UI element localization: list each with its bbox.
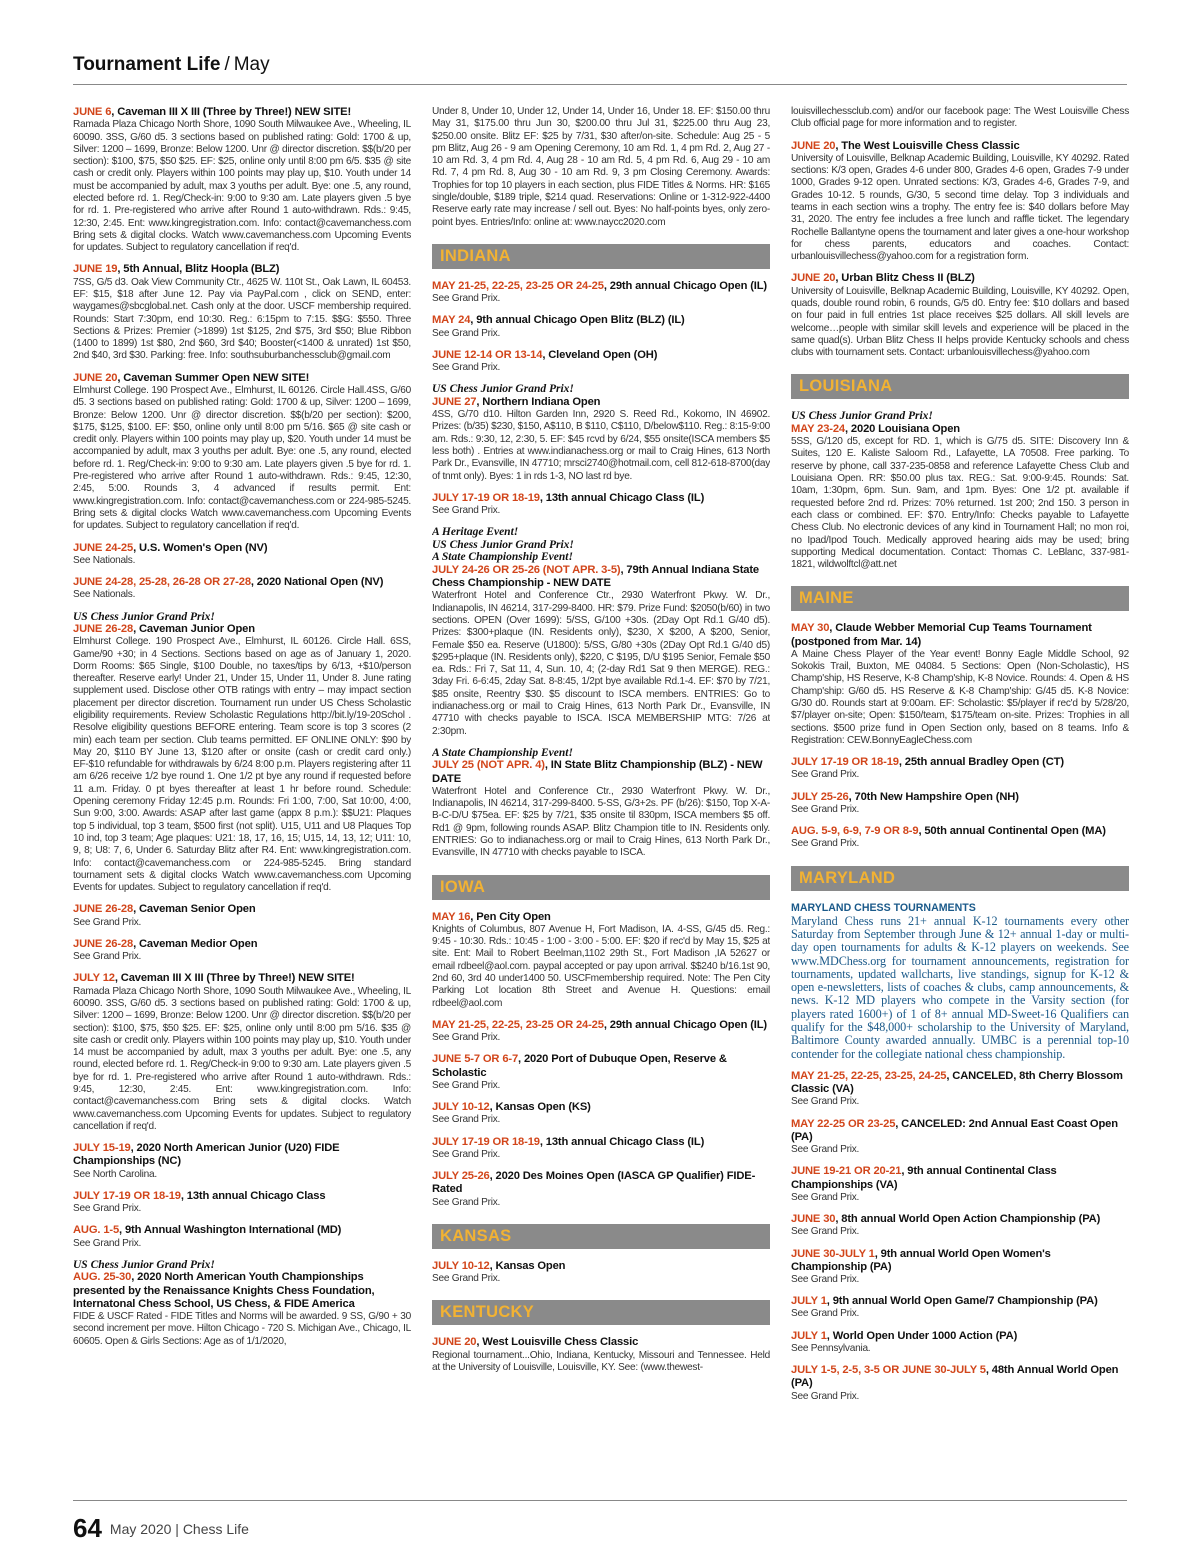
event-details: See Grand Prix. [432, 1032, 501, 1044]
event-heading [432, 314, 770, 327]
event-listing [791, 1165, 1129, 1204]
event-listing [73, 106, 411, 254]
event-listing [73, 1190, 411, 1216]
event-title: , U.S. Women's Open (NV) [133, 541, 268, 554]
event-heading [73, 1190, 411, 1203]
event-title: , 70th New Hampshire Open (NH) [848, 790, 1019, 803]
event-heading [791, 1295, 1129, 1308]
event-title: , World Open Under 1000 Action (PA) [826, 1329, 1018, 1342]
event-listing [432, 106, 770, 229]
event-heading [432, 1336, 770, 1349]
event-date: AUG. 1-5 [73, 1224, 120, 1237]
event-details: See Grand Prix. [432, 1148, 501, 1160]
event-date: JUNE 24-25 [73, 541, 134, 554]
event-heading [791, 622, 1129, 648]
event-title: , 79th Annual Indiana State Chess Championship - NEW DATE [432, 563, 759, 590]
event-heading [73, 623, 411, 636]
event-title: , 9th annual World Open Game/7 Championship (PA) [826, 1295, 1098, 1308]
event-tagline: A State Championship Event! [432, 746, 573, 759]
event-details: See Grand Prix. [791, 769, 860, 781]
event-listing [432, 349, 770, 375]
event-listing [73, 263, 411, 362]
header-rule [73, 84, 1127, 85]
event-details: See Grand Prix. [432, 1079, 501, 1091]
event-details: See Grand Prix. [791, 838, 860, 850]
event-heading [791, 791, 1129, 804]
event-details: See Grand Prix. [432, 1114, 501, 1126]
event-tagline: US Chess Junior Grand Prix! [73, 1258, 215, 1271]
event-details: See Grand Prix. [432, 327, 501, 339]
event-date: JULY 17-19 OR 18-19 [432, 491, 540, 504]
event-title: , 13th annual Chicago Class [180, 1189, 326, 1202]
event-title: , 2020 Des Moines Open (IASCA GP Qualifier) FIDE-Rated [432, 1170, 756, 1196]
event-date: JUNE 26-28 [73, 623, 134, 636]
event-listing [791, 140, 1129, 264]
event-listing [432, 747, 770, 860]
event-title: , Caveman Summer Open NEW SITE! [117, 371, 310, 384]
event-date: MAY 24 [432, 314, 471, 327]
event-details: See Pennsylvania. [791, 1342, 871, 1354]
event-title: , Kansas Open (KS) [489, 1101, 591, 1114]
event-heading [432, 1019, 770, 1032]
state-heading: KANSAS [432, 1224, 770, 1249]
event-heading [73, 106, 411, 119]
event-listing [791, 1070, 1129, 1109]
event-heading [432, 911, 770, 924]
event-tagline: US Chess Junior Grand Prix! [432, 383, 574, 396]
state-heading: INDIANA [432, 244, 770, 269]
event-heading [791, 1118, 1129, 1144]
event-title: , 8th annual World Open Action Championship (PA) [835, 1213, 1101, 1226]
event-details: 5SS, G/120 d5, except for RD. 1, which is G/75 d5. SITE: Discovery Inn & Suites, 120 E. Kaliste Saloom Rd., Lafayette, LA 70508. Free parking. To reserve by phone, call 337-235-0858 and reference Lafayette Chess Club and Louisiana Open. RR: $50.00 plus tax. REG.: Sat. 9:00-9:45. Rounds: Sat. 10am, 1:30pm, 6pm. Sun. 9am, and 1pm. Byes: One 1/2 pt. available if requested before 2nd rd. Prizes: 70% returned. 1st 200; 2nd 150. 3 person in each class or combined. EF: $70. Entry/Info: Checks payable to Lafayette Chess Club. No electronic devices of any kind in Tournament Hall; no mon roi, no Ipad/Ipod Touch. Medically approved hearing aids may be used; bring supporting Medical documentation. Contact: Thomas C. LeBlanc, 337-981-1821, wildwolftcl@att.net [791, 436, 1129, 571]
event-date: JULY 10-12 [432, 1259, 490, 1272]
event-title: , 2020 North American Youth Championships presented by the Renaissance Knights Chess Foundation, Internatonal Chess School, US Chess, & FIDE America [73, 1271, 375, 1310]
event-heading [432, 564, 770, 590]
event-title: , 29th annual Chicago Open (IL) [603, 1018, 768, 1031]
event-title: , 9th annual Continental Class Championships (VA) [791, 1165, 1057, 1191]
event-heading [432, 349, 770, 362]
event-date: MAY 21-25, 22-25, 23-25 OR 24-25 [432, 279, 604, 292]
event-title: , Claude Webber Memorial Cup Teams Tournament (postponed from Mar. 14) [791, 622, 1092, 648]
event-date: AUG. 25-30 [73, 1271, 132, 1284]
event-title: , Caveman Junior Open [133, 623, 255, 636]
event-tagline: A Heritage Event! US Chess Junior Grand Prix! A State Championship Event! [432, 526, 574, 564]
event-listing [73, 542, 411, 568]
event-date: MAY 22-25 OR 23-25 [791, 1117, 896, 1130]
event-details: See Grand Prix. [791, 1144, 860, 1156]
event-listing [432, 1053, 770, 1092]
event-date: JULY 17-19 OR 18-19 [791, 756, 899, 769]
event-date: JUNE 24-28, 25-28, 26-28 OR 27-28 [73, 576, 251, 589]
event-title: , 13th annual Chicago Class (IL) [539, 491, 705, 504]
running-header [73, 54, 270, 76]
event-listing [791, 410, 1129, 571]
event-title: , IN State Blitz Championship (BLZ) - NEW DATE [432, 759, 763, 785]
event-listing [791, 1330, 1129, 1356]
section-title: Tournament Life [73, 54, 221, 75]
event-title: , CANCELED, 8th Cherry Blossom Classic (VA) [791, 1069, 1123, 1096]
event-details: louisvillechessclub.com) and/or our facebook page: The West Louisville Chess Club official page for more information and to register. [791, 106, 1129, 130]
event-listing [73, 938, 411, 964]
event-listing [73, 1142, 411, 1181]
event-heading [73, 576, 411, 589]
page-footer [73, 1513, 249, 1544]
event-heading [432, 396, 770, 409]
event-details: See Grand Prix. [73, 951, 142, 963]
event-heading [791, 1213, 1129, 1226]
event-heading [432, 280, 770, 293]
event-listing [791, 825, 1129, 851]
event-date: JULY 17-19 OR 18-19 [73, 1189, 181, 1202]
event-heading [73, 542, 411, 555]
event-heading [432, 1136, 770, 1149]
event-heading [791, 1070, 1129, 1096]
event-listing [432, 1170, 770, 1209]
event-date: JUNE 20 [791, 139, 836, 152]
event-date: JUNE 30-JULY 1 [791, 1247, 875, 1260]
event-heading [73, 972, 411, 985]
event-details: Ramada Plaza Chicago North Shore, 1090 South Milwaukee Ave., Wheeling, IL 60090. 3SS, G/60 d5. 3 sections based on published rating: Gold: 1700 & up, Silver: 1200 – 1699, Bronze: Below 1200. Unr @ director discretion. $$(b/20 per section): $100, $75, $50 $25. EF: $25, online only until 8:00 pm 5/16. $35 @ site cash or credit only. Players within 100 points may play up, $10. Youth under 14 must be accompanied by adult, max 3 youths per adult. Bye: one .5, any round, elected before rd. 1. Reg/Check-in 9:00 to 9:30 am. Late players given .5 bye for rd. 1. Pre-registered who arrive after Round 1 auto-withdrawn. Rds.: 9:45, 12:30, 2:45. Ent: www.kingregistration.com. Info: contact@cavemanchess.com Bring sets & digital clocks. Watch www.cavemanchess.com Upcoming Events for updates. Subject to regulatory cancellation if req'd. [73, 985, 411, 1132]
event-listing [73, 576, 411, 602]
event-details: Waterfront Hotel and Conference Ctr., 2930 Waterfront Pkwy. W. Dr., Indianapolis, IN 46214, 317-299-8400. HR: $79. Prize Fund: $2050(b/60) in two sections. OPEN (Over 1699): 5/SS, G/100 +30s. (2Day Opt Rd.1 G/40 d5). Prizes: $300+plaque (IN. Residents only), $230, X $200, A $200, Senior, Female $50 ea. Reserve (U1800): 5/SS, G/80 +30s (2Day Opt Rd.1 G/40 d5) $295+plaque (IN. Residents only), $220, C $195, D/U $195 Senior, Female $50 ea. Rds.: Fri 7, Sat 11, 4, Sun. 10, 4; (2-day Rd1 Sat 9 then MERGE). REG.: 3day Fri. 6-6:45, 2day Sat. 8-8:45, 1/2pt bye available Rd.1-4. EF: $70 by 7/21, $85 onsite, Reentry $30. $5 discount to ISCA members. ENTRIES: Go to indianachess.org or mail to Craig Hines, 613 North Park Dr., Evansville, IN 47710 with checks payable to ISCA. ISCA MEMBERSHIP MTG: 7/26 at 2:30pm. [432, 590, 770, 737]
event-date: JULY 17-19 OR 18-19 [432, 1135, 540, 1148]
event-date: JUNE 12-14 OR 13-14 [432, 348, 543, 361]
event-heading [791, 1165, 1129, 1191]
event-title: , 2020 Port of Dubuque Open, Reserve & Scholastic [432, 1053, 727, 1079]
issue-label: May 2020 | Chess Life [109, 1520, 249, 1537]
state-heading: MARYLAND [791, 866, 1129, 891]
event-details: See Grand Prix. [432, 1273, 501, 1284]
event-details: 4SS, G/70 d10. Hilton Garden Inn, 2920 S. Reed Rd., Kokomo, IN 46902. Prizes: (b/35) $230, $150, A$110, B $110, C$110, D/below$110. Reg.: 8:15-9:00 am. Rds.: 9:30, 12, 2:30, 5. EF: $45 rcvd by 6/24, $55 onsite(ISCA members $5 less both) . Entries at www.indianachess.org or mail to Craig Hines, 613 North Park Dr., Evansville, IN 47710; mrsci2740@hotmail.com, cell 812-618-8700(day of tnmt only). Byes: 1 in rds 1-3, NO last rd bye. [432, 409, 770, 482]
event-title: , 29th annual Chicago Open (IL) [603, 279, 768, 292]
event-title: , Pen City Open [470, 910, 551, 923]
event-date: JULY 24-26 OR 25-26 (NOT APR. 3-5) [432, 563, 621, 576]
event-details: See Nationals. [73, 554, 136, 566]
feature-title: MARYLAND CHESS TOURNAMENTS [791, 901, 976, 914]
event-date: JUNE 19-21 OR 20-21 [791, 1165, 902, 1178]
event-details: A Maine Chess Player of the Year event! Bonny Eagle Middle School, 92 Sokokis Trail, Buxton, ME 04084. 5 Sections: Open (Non-Scholastic), HS Champ'ship, HS Reserve, K-8 Champ'ship, K-8 Novice. Rounds: 4. Open & HS Champ'ship: G/60 d5. HS Reserve & K-8 Champ'ship: G/45 d5. K-8 Novice: G/30 d0. Rounds start at 9:00am. EF: Scholastic: $5/player if rec'd by 5/28/20, $7/player on-site; Open: $150/team, $175/team on-site. Prizes: Trophies in all sections. $500 prize fund in Open Section only, based on 8 teams. Info & Registration: CEW.BonnyEagleChess.com [791, 648, 1129, 746]
event-date: JUNE 30 [791, 1213, 836, 1226]
event-title: , Caveman Medior Open [133, 937, 258, 950]
event-date: MAY 16 [432, 910, 471, 923]
column-1 [73, 106, 411, 1498]
page-number: 64 [73, 1513, 102, 1543]
event-listing [791, 1213, 1129, 1239]
event-listing [791, 1364, 1129, 1403]
event-title: , Kansas Open [489, 1259, 566, 1272]
event-details: See Grand Prix. [791, 1273, 860, 1285]
event-date: JULY 1-5, 2-5, 3-5 OR JUNE 30-JULY 5 [791, 1364, 986, 1377]
event-heading [73, 1142, 411, 1168]
event-listing [791, 622, 1129, 747]
event-details: University of Louisville, Belknap Academic Building, Louisville, KY 40292. Open, quads, double round robin, 6 rounds, G/5 d0. Entry fee: $10 dollars and based on four paid in full entries 1st place receives $25 dollars. All skill levels are welcome…people with similar skill levels and experience will be placed in the same quad(s). Urban Blitz Chess II helps provide Kentucky schools and chess clubs with tournament sets. Contact: urbanlouisvillechess@yahoo.com [791, 285, 1129, 359]
event-details: See Grand Prix. [73, 1237, 142, 1249]
event-heading [432, 1053, 770, 1079]
event-details: Elmhurst College. 190 Prospect Ave., Elmhurst, IL 60126. Circle Hall. 6SS, Game/90 +30; in 4 Sections. Sections based on age as of January 1, 2020. Dorm Rooms: $65 Single, $100 Double, no taxes/tips by 6/13, +$10/person thereafter. Reserve early! Under 21, Under 15, Under 11, Under 8. June rating supplement used. Disclose other OTB ratings with entry – may impact section placement per director discretion. Tournament run under US Chess Scholastic eligibility requirements. Review Scholastic Regulations http://bit.ly/19-20Schol . Resolve eligibility questions BEFORE entering. Team score is top 3 scores (2 min) each team per section. Club teams permitted. EF ONLINE ONLY: $90 by May 20, $110 BY June 13, $120 after or onsite (cash or credit card only.) EF-$10 refundable for withdrawals by 6/24 8:00 p.m. Players registering after 11 am 6/26 receive 1/2 bye round 1. One 1/2 pt bye any round if requested before 11 a.m. Friday. 0 pt byes thereafter at least 1 hr before round. Schedule: Opening ceremony Friday 12:45 p.m. Rounds: Fri 1:00, 7:00, Sat 10:00, 4:00, Sun 9:00, 3:00. Awards: ASAP after last game (appx 8 p.m.): $$U21: Plaques top 5 individual, top 3 team, $500 first (not split). U15, U11 and U8 Plaques Top 10 ind, top 3 team; Age plaques: U21: 18, 17, 16, 15; U15, 14, 13, 12; U11: 10, 9, 8; U8: 7, 6, Under 6. Saturday Blitz after R4. Ent: www.kingregistration.com. Info: contact@cavemanchess.com or 224-985-5245. Bring standard tournament sets & digital clocks Watch www.cavemanchess.com Upcoming Events for updates. Subject to regulatory cancellation if req'd. [73, 636, 411, 894]
event-listing [432, 1260, 770, 1286]
event-details: See Grand Prix. [791, 1308, 860, 1320]
event-listing [73, 372, 411, 533]
event-date: JUNE 20 [791, 272, 836, 285]
event-listing [791, 106, 1129, 131]
event-listing [432, 314, 770, 340]
event-listing [791, 1295, 1129, 1321]
event-listing [432, 526, 770, 737]
event-details: Regional tournament...Ohio, Indiana, Kentucky, Missouri and Tennessee. Held at the University of Louisville, Louisville, KY. See: (www.thewest- [432, 1349, 770, 1373]
event-heading [791, 1248, 1129, 1274]
event-title: , 5th Annual, Blitz Hoopla (BLZ) [117, 263, 280, 276]
event-heading [791, 272, 1129, 285]
event-details: See Grand Prix. [791, 1226, 860, 1238]
event-listing [791, 1118, 1129, 1157]
event-details: See Grand Prix. [432, 505, 501, 517]
event-listing [432, 280, 770, 306]
state-heading: KENTUCKY [432, 1300, 770, 1325]
event-listing [432, 1136, 770, 1162]
event-tagline: US Chess Junior Grand Prix! [73, 610, 215, 623]
header-month: May [233, 54, 270, 75]
event-date: JUNE 20 [432, 1336, 477, 1349]
event-tagline: US Chess Junior Grand Prix! [791, 410, 933, 423]
event-listing [791, 756, 1129, 782]
event-details: See Grand Prix. [791, 1390, 860, 1402]
event-listing [432, 492, 770, 518]
event-date: JUNE 5-7 OR 6-7 [432, 1053, 519, 1066]
event-title: , 9th annual Chicago Open Blitz (BLZ) (IL) [470, 314, 685, 327]
footer-rule [73, 1500, 1127, 1501]
event-listing [73, 611, 411, 895]
event-listing [432, 1336, 770, 1374]
event-heading [73, 1271, 411, 1311]
event-title: , Caveman III X III (Three by Three!) NEW SITE! [114, 972, 355, 985]
event-date: MAY 30 [791, 622, 830, 635]
state-heading: LOUISIANA [791, 374, 1129, 399]
event-date: JUNE 27 [432, 395, 477, 408]
event-date: JULY 10-12 [432, 1101, 490, 1114]
event-date: JULY 25 (NOT APR. 4) [432, 759, 545, 772]
event-heading [73, 1224, 411, 1237]
event-title: , West Louisville Chess Classic [476, 1336, 639, 1349]
event-heading [432, 759, 770, 785]
event-heading [73, 938, 411, 951]
event-date: MAY 21-25, 22-25, 23-25, 24-25 [791, 1069, 947, 1082]
column-2 [432, 106, 770, 1498]
event-details: See Grand Prix. [791, 1096, 860, 1108]
event-title: , CANCELED: 2nd Annual East Coast Open (PA) [791, 1117, 1118, 1143]
event-date: JULY 1 [791, 1329, 827, 1342]
event-title: , 2020 National Open (NV) [250, 576, 384, 589]
event-heading [791, 825, 1129, 838]
event-details: See Grand Prix. [73, 916, 142, 928]
event-title: , Caveman III X III (Three by Three!) NEW SITE! [111, 106, 352, 118]
event-listing [791, 902, 1129, 1061]
event-listing [791, 791, 1129, 817]
event-details: Under 8, Under 10, Under 12, Under 14, Under 16, Under 18. EF: $150.00 thru May 31, $175.00 thru Jun 30, $200.00 thru Jul 31, $225.00 thru Aug 23, $250.00 onsite. Blitz EF: $25 by 7/31, $30 after/on-site. Schedule: Aug 25 - 5 pm Blitz, Aug 26 - 9 am Opening Ceremony, 10 am Rd. 1, 4 pm Rd. 2, Aug 27 - 10 am Rd. 3, 4 pm Rd. 4, Aug 28 - 10 am Rd. 5, 4 pm Rd. 6, Aug 29 - 10 am Rd. 7, 4 pm Rd. 8, Aug 30 - 10 am Rd. 9, 3 pm Closing Ceremony. Awards: Trophies for top 10 players in each section, plus FIDE Titles & Norms. HR: $165 single/double, $189 triple, $214 quad. Reservations: Online or 1-312-922-4400 Reserve early rate may increase / sell out. Byes: No half-points byes, only zero-point byes. Entries/Info: online at: www.naycc2020.com [432, 106, 770, 228]
event-details: Ramada Plaza Chicago North Shore, 1090 South Milwaukee Ave., Wheeling, IL 60090. 3SS, G/60 d5. 3 sections based on published rating: Gold: 1700 & up, Silver: 1200 – 1699, Bronze: Below 1200. Unr @ director discretion. $$(b/20 per section): $100, $75, $50 $25. EF: $25, online only until 8:00 pm 6/5. $35 @ site cash or credit only. Players within 100 points may play up, $10. Youth under 14 must be accompanied by adult, max 3 youths per adult. Bye: one .5, any round, elected before rd. 1. Reg/Check-in: 9:00 to 9:30 am. Late players given .5 bye for rd. 1. Pre-registered who arrive after Round 1 auto-withdrawn. Rds.: 9:45, 12:30, 2:45. Ent: www.kingregistration.com. Info: contact@cavemanchess.com Bring sets & digital clocks. Watch www.cavemanchess.com Upcoming Events for updates. Subject to regulatory cancellation if req'd. [73, 119, 411, 254]
event-details: FIDE & USCF Rated - FIDE Titles and Norms will be awarded. 9 SS, G/90 + 30 second increment per move. Hilton Chicago - 720 S. Michigan Ave., Chicago, IL 60605. Open & Girls Sections: Age as of 1/1/2020, [73, 1311, 411, 1347]
event-title: , 13th annual Chicago Class (IL) [539, 1135, 705, 1148]
event-date: JULY 1 [791, 1295, 827, 1308]
event-title: , Northern Indiana Open [476, 395, 601, 408]
event-listing [73, 972, 411, 1133]
event-heading [791, 1330, 1129, 1343]
event-heading [432, 1260, 770, 1273]
event-date: AUG. 5-9, 6-9, 7-9 OR 8-9 [791, 825, 919, 838]
event-date: JULY 25-26 [432, 1170, 490, 1183]
header-slash: / [224, 54, 230, 75]
event-details: See Grand Prix. [791, 1191, 860, 1203]
event-heading [73, 903, 411, 916]
event-details: See Grand Prix. [791, 803, 860, 815]
event-title: , 9th Annual Washington International (MD) [119, 1224, 342, 1237]
event-listing [73, 903, 411, 929]
event-date: JUNE 20 [73, 371, 118, 384]
event-title: , 9th annual World Open Women's Championship (PA) [791, 1247, 1051, 1273]
event-heading [432, 1101, 770, 1114]
event-details: Elmhurst College. 190 Prospect Ave., Elmhurst, IL 60126. Circle Hall.4SS, G/60 d5. 3 sections based on published rating: Gold: 1700 & up, Silver: 1200 – 1699, Bronze: Below 1200. Unr @ director discretion. $$(b/20 per section): $200, $175, $125, $100. EF: $50, online only until 8:00 pm 5/16. $65 @ site cash or credit only. Players within 100 points may play up, $20. Youth under 14 must be accompanied by adult, max 3 youths per adult. Bye: one .5, any round, elected before rd. 1. Reg/Check-in: 9:00 to 9:30 am. Late players given .5 bye for rd. 1. Pre-registered who arrive after Round 1 auto-withdrawn. Rds.: 9:45, 12:30, 2:45, 5:00. Rounds 3, 4 advanced if results permit. Ent: www.kingregistration.com. Info: contact@cavemanchess.com or 224-985-5245. Bring sets & digital clocks Watch www.cavemanchess.com Upcoming Events for updates. Subject to regulatory cancellation if req'd. [73, 384, 411, 532]
event-details: See Grand Prix. [432, 293, 501, 305]
event-date: JUNE 19 [73, 263, 118, 276]
state-heading: IOWA [432, 875, 770, 900]
event-details: Knights of Columbus, 807 Avenue H, Fort Madison, IA. 4-SS, G/45 d5. Reg.: 9:45 - 10:30. Rds.: 10:45 - 1:00 - 3:00 - 5:00. EF: $20 if rec'd by May 15, $25 at site. Ent: Mail to Robert Beelman,1102 29th St., Fort Madison ,IA 52627 or email rdbeel@aol.com. paypal accepted or pay upon arrival. $$240 b/16.1st 90, 2nd 60, 3rd 40 under1400 50. USCFmembership required. Note: The Pen City Parking Lot location 8th Street and Avenue H. Questions: email rdbeel@aol.com [432, 923, 770, 1009]
column-3 [791, 106, 1129, 1498]
event-date: MAY 21-25, 22-25, 23-25 OR 24-25 [432, 1018, 604, 1031]
event-title: , 25th annual Bradley Open (CT) [898, 756, 1064, 769]
event-title: , 2020 North American Junior (U20) FIDE Championships (NC) [73, 1142, 340, 1168]
event-listing [791, 1248, 1129, 1287]
event-date: JUNE 26-28 [73, 903, 134, 916]
event-details: See Grand Prix. [432, 362, 501, 374]
event-date: JUNE 6 [73, 106, 112, 118]
event-listing [73, 1224, 411, 1250]
event-date: JULY 25-26 [791, 790, 849, 803]
event-title: , Urban Blitz Chess II (BLZ) [835, 272, 975, 285]
event-heading [432, 1170, 770, 1196]
event-date: JULY 12 [73, 972, 115, 985]
event-details: 7SS, G/5 d3. Oak View Community Ctr., 4625 W. 110t St., Oak Lawn, IL 60453. EF: $15, $18 after June 12. Pay via PayPal.com , click on SEND, enter: waygames@sbcglobal.net. Cash only at the door. USCF membership required. Rounds: Start 7:30pm, end 10:30. Reg.: 6:15pm to 7:15. $$G: $550. Three Sections & Prizes: Premier (>1899) 1st $125, 2nd $75, 3rd $50; Blue Ribbon (1400 to 1899) 1st $80, 2nd $60, 3rd $40; Booster(<1400 & unrated) 1st $50, 2nd $40, 3rd $30. Parking: free. Info: southsuburbanchessclub@gmail.com [73, 276, 411, 362]
event-details: University of Louisville, Belknap Academic Building, Louisville, KY 40292. Rated sections: K/3 open, Grades 4-6 under 800, Grades 4-6 open, Grades 7-9 under 1000, Grades 9-12 open. Unrated sections: K/3, Grades 4-6, Grades 7-9, and Grades 10-12. 5 rounds, G/30, 5 second time delay. Top 3 individuals and teams in each section wins a trophy. The entry fee is: $40 dollars before May 31, 2020. The entry fee includes a free lunch and raffle ticket. The legendary Rochelle Ballantyne opens the tournament and later gives a one-hour workshop for chess parents, educators and coaches. Contact: urbanlouisvillechess@yahoo.com for a registration form. [791, 152, 1129, 263]
event-details: See Grand Prix. [73, 1203, 142, 1215]
event-title: , 2020 Louisiana Open [845, 422, 960, 435]
event-listing [432, 383, 770, 482]
event-details: See Grand Prix. [432, 1196, 501, 1208]
event-listing [791, 272, 1129, 359]
event-title: , Cleveland Open (OH) [542, 348, 658, 361]
event-date: JULY 15-19 [73, 1142, 131, 1155]
feature-body: Maryland Chess runs 21+ annual K-12 tournaments every other Saturday from September through June & 12+ annual 1-day or multi-day open tournaments for adults & K-12 players on weekends. See www.MDChess.org for tournament announcements, registration for tournaments, updated wallcharts, live standings, signup for K-12 & open e-newsletters, lists of coaches & clubs, camp announcements, & news. K-12 MD players who compete in the Varsity section (for players rated 1600+) of 1 of 8+ annual MD-Sweet-16 Qualifiers can qualify for the $48,000+ scholarship to the University of Maryland, Baltimore County awarded annually. UMBC is a perennial top-10 contender for the collegiate national chess championship. [791, 913, 1129, 1061]
event-listing [73, 1259, 411, 1348]
event-title: , 48th Annual World Open (PA) [791, 1364, 1119, 1390]
event-listing [432, 1019, 770, 1045]
event-heading [73, 263, 411, 276]
event-heading [73, 372, 411, 385]
event-details: See North Carolina. [73, 1168, 157, 1180]
event-date: MAY 23-24 [791, 422, 846, 435]
event-heading [791, 423, 1129, 436]
event-listing [432, 1101, 770, 1127]
event-title: , Caveman Senior Open [133, 903, 256, 916]
event-title: , The West Louisville Chess Classic [835, 139, 1020, 152]
event-heading [791, 140, 1129, 153]
event-heading [432, 492, 770, 505]
event-title: , 50th annual Continental Open (MA) [918, 825, 1106, 838]
state-heading: MAINE [791, 586, 1129, 611]
event-details: Waterfront Hotel and Conference Ctr., 2930 Waterfront Pkwy. W. Dr., Indianapolis, IN 46214, 317-299-8400. 5-SS, G/3+2s. PF (b/26): $150, Top X-A-B-C-D/U $75ea. EF: $25 by 7/21, $35 onsite til 830pm, ISCA members $5 off. Rd1 @ 9pm, following rounds ASAP. Blitz Champion title to IN. Residents only. ENTRIES: Go to indianachess.org or mail to Craig Hines, 613 North Park Dr., Evansville, IN 47710 with checks payable to ISCA. [432, 785, 770, 859]
event-details: See Nationals. [73, 589, 136, 601]
event-date: JUNE 26-28 [73, 937, 134, 950]
event-heading [791, 1364, 1129, 1390]
event-heading [791, 756, 1129, 769]
event-listing [432, 911, 770, 1010]
